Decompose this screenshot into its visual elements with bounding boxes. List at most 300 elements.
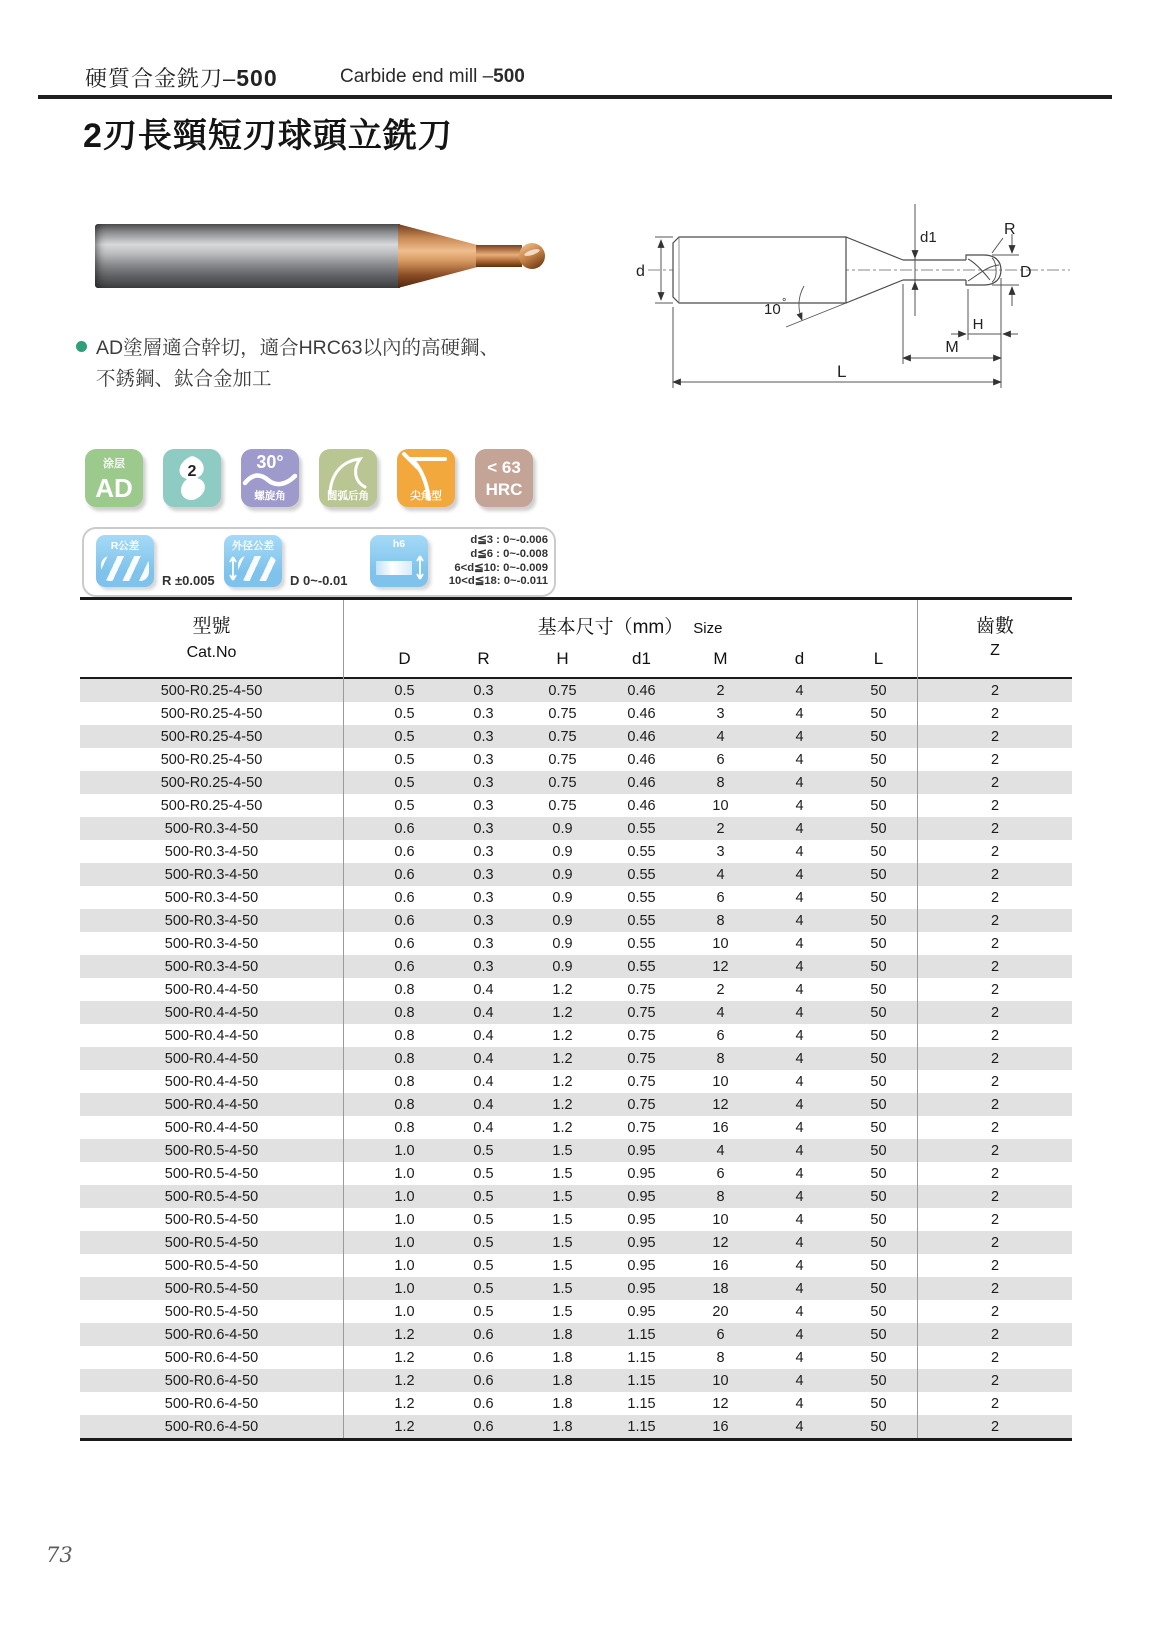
table-cell: 50: [870, 1349, 887, 1366]
table-cell: 0.4: [473, 1119, 494, 1136]
table-cell: 0.6: [394, 843, 415, 860]
table-cell: 0.9: [552, 912, 573, 929]
od-tolerance-label: 外径公差: [232, 540, 274, 552]
cat-header-en: Cat.No: [186, 644, 237, 661]
col-d: d: [794, 649, 805, 668]
table-cell: 500-R0.25-4-50: [160, 774, 263, 791]
teeth-header-en: Z: [990, 642, 1000, 659]
table-cell: 1.8: [552, 1395, 573, 1412]
table-cell: 2: [990, 1119, 1000, 1136]
dimension-diagram: [618, 190, 1096, 400]
table-cell: 0.3: [473, 751, 494, 768]
table-cell: 50: [870, 1142, 887, 1159]
table-cell: 16: [712, 1418, 729, 1435]
table-cell: 500-R0.3-4-50: [164, 843, 259, 860]
table-cell: 500-R0.5-4-50: [164, 1257, 259, 1274]
table-cell: 500-R0.3-4-50: [164, 889, 259, 906]
table-cell: 4: [795, 1096, 804, 1113]
table-cell: 50: [870, 797, 887, 814]
table-cell: 4: [795, 1050, 804, 1067]
table-cell: 4: [795, 1142, 804, 1159]
table-cell: 0.75: [548, 751, 577, 768]
table-cell: 0.55: [627, 958, 656, 975]
table-cell: 2: [990, 1050, 1000, 1067]
table-cell: 4: [795, 1165, 804, 1182]
table-cell: 50: [870, 889, 887, 906]
h6-tolerance-line: 10<d≦18: 0~-0.011: [448, 575, 548, 588]
label-r: R: [1004, 221, 1016, 238]
col-R: R: [477, 649, 490, 668]
table-cell: 0.8: [394, 1004, 415, 1021]
table-cell: 0.95: [627, 1211, 656, 1228]
table-cell: 500-R0.4-4-50: [164, 1119, 259, 1136]
table-cell: 4: [716, 728, 725, 745]
label-d: d: [636, 263, 645, 280]
table-cell: 16: [712, 1119, 729, 1136]
table-cell: 50: [870, 820, 887, 837]
table-row: [80, 978, 1072, 1001]
table-cell: 0.8: [394, 1096, 415, 1113]
table-cell: 0.5: [473, 1211, 494, 1228]
table-row: [80, 863, 1072, 886]
table-cell: 50: [870, 1326, 887, 1343]
table-cell: 12: [712, 1395, 729, 1412]
table-cell: 0.4: [473, 1096, 494, 1113]
table-cell: 2: [990, 1303, 1000, 1320]
table-cell: 2: [990, 866, 1000, 883]
table-cell: 500-R0.4-4-50: [164, 1004, 259, 1021]
hardness-value: < 63: [487, 458, 521, 477]
label-h: H: [972, 316, 984, 333]
table-cell: 0.75: [548, 728, 577, 745]
table-cell: 6: [716, 1165, 725, 1182]
table-cell: 0.3: [473, 705, 494, 722]
h6-tolerance-lines: [430, 534, 548, 589]
table-cell: 2: [990, 1257, 1000, 1274]
arc-relief-badge: [319, 449, 377, 507]
table-cell: 0.5: [473, 1165, 494, 1182]
table-cell: 0.6: [394, 889, 415, 906]
table-row: [80, 1093, 1072, 1116]
table-cell: 4: [795, 1372, 804, 1389]
table-cell: 0.3: [473, 866, 494, 883]
table-cell: 500-R0.5-4-50: [164, 1280, 259, 1297]
table-cell: 4: [795, 1326, 804, 1343]
col-D: D: [398, 649, 411, 668]
od-tolerance-hatch: [238, 556, 277, 581]
col-M: M: [713, 649, 728, 668]
table-cell: 0.6: [473, 1418, 494, 1435]
page-number: 73: [46, 1543, 73, 1567]
table-cell: 500-R0.6-4-50: [164, 1395, 259, 1412]
table-cell: 0.6: [394, 935, 415, 952]
table-cell: 2: [990, 889, 1000, 906]
coating-label: 涂层: [103, 458, 125, 470]
table-cell: 0.95: [627, 1142, 656, 1159]
table-cell: 500-R0.25-4-50: [160, 682, 263, 699]
table-cell: 0.55: [627, 912, 656, 929]
table-cell: 1.0: [394, 1165, 415, 1182]
table-cell: 12: [712, 1234, 729, 1251]
label-degree: °: [782, 297, 787, 309]
table-cell: 50: [870, 1395, 887, 1412]
table-cell: 0.46: [627, 728, 656, 745]
table-cell: 1.2: [552, 1027, 573, 1044]
helix-angle-badge: [241, 449, 299, 507]
table-cell: 50: [870, 774, 887, 791]
table-cell: 2: [990, 843, 1000, 860]
table-cell: 500-R0.4-4-50: [164, 1050, 259, 1067]
table-cell: 1.8: [552, 1418, 573, 1435]
table-cell: 0.75: [548, 797, 577, 814]
table-cell: 0.6: [473, 1395, 494, 1412]
table-row: [80, 1369, 1072, 1392]
table-row: [80, 955, 1072, 978]
product-series-zh: 硬質合金銑刀–: [85, 66, 237, 91]
table-cell: 3: [716, 843, 725, 860]
table-body: [80, 679, 1072, 1438]
table-cell: 20: [712, 1303, 729, 1320]
table-cell: 500-R0.3-4-50: [164, 935, 259, 952]
table-cell: 0.3: [473, 820, 494, 837]
table-cell: 0.6: [473, 1349, 494, 1366]
table-cell: 0.5: [394, 751, 415, 768]
table-cell: 1.5: [552, 1142, 573, 1159]
table-cell: 2: [990, 797, 1000, 814]
flute-count: 2: [187, 463, 197, 480]
feature-line-2: 不銹鋼、鈦合金加工: [96, 368, 272, 390]
r-tolerance-label: R公差: [110, 540, 140, 552]
table-row: [80, 1185, 1072, 1208]
table-cell: 4: [795, 1303, 804, 1320]
table-cell: 0.9: [552, 958, 573, 975]
table-cell: 3: [716, 705, 725, 722]
table-cell: 50: [870, 1119, 887, 1136]
table-row: [80, 1139, 1072, 1162]
table-cell: 500-R0.3-4-50: [164, 866, 259, 883]
table-row: [80, 771, 1072, 794]
up-down-arrow-icon: [415, 554, 425, 581]
table-cell: 2: [990, 1027, 1000, 1044]
table-cell: 50: [870, 1027, 887, 1044]
table-cell: 4: [795, 774, 804, 791]
feature-line-1: AD塗層適合幹切，適合HRC63以內的高硬鋼、: [96, 337, 500, 359]
table-cell: 0.5: [473, 1303, 494, 1320]
table-cell: 1.2: [394, 1326, 415, 1343]
table-cell: 1.5: [552, 1280, 573, 1297]
table-cell: 1.2: [552, 1073, 573, 1090]
table-cell: 0.5: [473, 1257, 494, 1274]
table-cell: 0.9: [552, 866, 573, 883]
table-cell: 50: [870, 1418, 887, 1435]
table-cell: 8: [716, 912, 725, 929]
table-cell: 50: [870, 1303, 887, 1320]
table-cell: 0.46: [627, 774, 656, 791]
table-cell: 8: [716, 1349, 725, 1366]
table-row: [80, 748, 1072, 771]
table-cell: 2: [990, 705, 1000, 722]
photo-neck: [476, 245, 522, 267]
table-row: [80, 909, 1072, 932]
table-cell: 2: [716, 981, 725, 998]
table-cell: 50: [870, 751, 887, 768]
cat-no-header: [80, 600, 343, 662]
table-row: [80, 1116, 1072, 1139]
table-cell: 1.0: [394, 1257, 415, 1274]
table-row: [80, 1254, 1072, 1277]
table-row: [80, 1001, 1072, 1024]
table-cell: 1.5: [552, 1165, 573, 1182]
table-cell: 4: [795, 935, 804, 952]
table-cell: 500-R0.3-4-50: [164, 958, 259, 975]
table-row: [80, 1047, 1072, 1070]
table-cell: 0.4: [473, 1050, 494, 1067]
table-cell: 0.3: [473, 682, 494, 699]
table-cell: 500-R0.3-4-50: [164, 820, 259, 837]
table-cell: 0.75: [627, 1027, 656, 1044]
size-table: [80, 597, 1072, 1441]
table-cell: 1.2: [552, 1004, 573, 1021]
table-cell: 4: [716, 1142, 725, 1159]
size-column-letters: [365, 649, 918, 669]
table-cell: 4: [795, 981, 804, 998]
table-cell: 50: [870, 1188, 887, 1205]
table-cell: 50: [870, 682, 887, 699]
table-cell: 4: [795, 912, 804, 929]
table-cell: 0.5: [394, 682, 415, 699]
table-cell: 2: [716, 820, 725, 837]
table-cell: 2: [990, 1165, 1000, 1182]
table-cell: 1.2: [552, 981, 573, 998]
table-row: [80, 817, 1072, 840]
endmill-photo: [95, 224, 545, 288]
table-cell: 0.3: [473, 958, 494, 975]
h6-badge: [370, 535, 428, 587]
table-cell: 500-R0.25-4-50: [160, 728, 263, 745]
table-cell: 2: [990, 912, 1000, 929]
table-cell: 10: [712, 797, 729, 814]
table-cell: 6: [716, 1326, 725, 1343]
table-cell: 1.8: [552, 1349, 573, 1366]
table-cell: 1.0: [394, 1303, 415, 1320]
helix-angle-value: 30°: [256, 452, 284, 472]
table-cell: 0.3: [473, 912, 494, 929]
table-cell: 2: [990, 1372, 1000, 1389]
table-cell: 0.8: [394, 1073, 415, 1090]
table-cell: 0.55: [627, 843, 656, 860]
table-cell: 4: [795, 751, 804, 768]
table-cell: 0.95: [627, 1188, 656, 1205]
table-cell: 0.6: [394, 912, 415, 929]
hardness-unit: HRC: [485, 480, 523, 499]
table-cell: 500-R0.6-4-50: [164, 1349, 259, 1366]
table-cell: 0.75: [627, 1004, 656, 1021]
table-cell: 0.46: [627, 705, 656, 722]
table-cell: 0.8: [394, 1027, 415, 1044]
table-cell: 0.95: [627, 1303, 656, 1320]
table-cell: 0.46: [627, 682, 656, 699]
table-cell: 0.9: [552, 935, 573, 952]
size-header-en: Size: [693, 620, 723, 637]
table-cell: 6: [716, 889, 725, 906]
h6-tolerance-line: 6<d≦10: 0~-0.009: [454, 561, 548, 574]
table-cell: 500-R0.5-4-50: [164, 1165, 259, 1182]
table-cell: 50: [870, 958, 887, 975]
table-cell: 2: [990, 728, 1000, 745]
table-cell: 1.2: [394, 1349, 415, 1366]
photo-ball-nose: [519, 243, 545, 269]
table-cell: 0.5: [473, 1188, 494, 1205]
table-cell: 0.8: [394, 981, 415, 998]
table-row: [80, 725, 1072, 748]
table-cell: 500-R0.3-4-50: [164, 912, 259, 929]
product-series-en-number: 500: [493, 66, 525, 87]
table-cell: 0.6: [473, 1326, 494, 1343]
table-cell: 4: [795, 1188, 804, 1205]
table-cell: 1.0: [394, 1280, 415, 1297]
hardness-badge: [475, 449, 533, 507]
table-cell: 0.6: [394, 866, 415, 883]
table-cell: 50: [870, 1234, 887, 1251]
up-down-arrow-icon: [228, 555, 238, 582]
table-cell: 4: [795, 1211, 804, 1228]
table-cell: 0.46: [627, 751, 656, 768]
table-cell: 50: [870, 866, 887, 883]
cat-header-zh: 型號: [192, 616, 231, 637]
teeth-header: [918, 600, 1072, 660]
table-cell: 0.95: [627, 1280, 656, 1297]
table-cell: 4: [795, 1073, 804, 1090]
table-cell: 4: [795, 843, 804, 860]
table-cell: 2: [990, 774, 1000, 791]
table-cell: 4: [716, 1004, 725, 1021]
table-cell: 4: [795, 797, 804, 814]
table-cell: 50: [870, 1073, 887, 1090]
table-cell: 1.2: [552, 1096, 573, 1113]
product-series-title-zh: [85, 62, 278, 93]
table-cell: 1.2: [394, 1395, 415, 1412]
table-cell: 2: [990, 1349, 1000, 1366]
col-d1: d1: [632, 649, 651, 668]
table-cell: 500-R0.4-4-50: [164, 981, 259, 998]
table-cell: 1.5: [552, 1234, 573, 1251]
table-cell: 0.75: [627, 1073, 656, 1090]
table-cell: 4: [795, 1349, 804, 1366]
label-d1: d1: [920, 229, 937, 246]
table-cell: 500-R0.4-4-50: [164, 1073, 259, 1090]
table-row: [80, 1231, 1072, 1254]
table-cell: 2: [990, 1326, 1000, 1343]
table-cell: 0.8: [394, 1119, 415, 1136]
table-divider: [343, 600, 344, 1438]
table-cell: 0.5: [394, 705, 415, 722]
table-cell: 0.5: [473, 1142, 494, 1159]
table-row: [80, 886, 1072, 909]
table-cell: 4: [795, 1119, 804, 1136]
od-tolerance-badge: [224, 535, 282, 587]
h6-shank-icon: [376, 561, 412, 575]
table-cell: 1.0: [394, 1234, 415, 1251]
table-cell: 0.5: [473, 1280, 494, 1297]
label-big-d: D: [1020, 264, 1032, 281]
table-cell: 50: [870, 1004, 887, 1021]
table-cell: 4: [795, 682, 804, 699]
table-cell: 1.8: [552, 1326, 573, 1343]
table-cell: 2: [990, 1395, 1000, 1412]
table-cell: 0.6: [473, 1372, 494, 1389]
r-tolerance-hatch: [101, 556, 149, 581]
table-row: [80, 1300, 1072, 1323]
table-cell: 4: [795, 820, 804, 837]
label-l: L: [837, 362, 847, 381]
col-L: L: [873, 649, 884, 668]
table-cell: 4: [716, 866, 725, 883]
table-cell: 8: [716, 774, 725, 791]
h6-tolerance-line: d≦6 : 0~-0.008: [470, 547, 548, 560]
table-cell: 2: [990, 958, 1000, 975]
table-cell: 0.75: [627, 1050, 656, 1067]
table-cell: 1.15: [627, 1326, 656, 1343]
table-cell: 0.4: [473, 981, 494, 998]
table-cell: 4: [795, 958, 804, 975]
table-cell: 500-R0.4-4-50: [164, 1096, 259, 1113]
table-cell: 0.95: [627, 1165, 656, 1182]
sharp-corner-badge: [397, 449, 455, 507]
table-cell: 500-R0.25-4-50: [160, 705, 263, 722]
table-cell: 12: [712, 958, 729, 975]
table-cell: 1.0: [394, 1188, 415, 1205]
table-cell: 500-R0.5-4-50: [164, 1234, 259, 1251]
page-title: 2刃長頸短刃球頭立銑刀: [83, 117, 453, 155]
arc-relief-label: 圆弧后角: [327, 490, 369, 502]
table-cell: 0.3: [473, 797, 494, 814]
coating-badge: [85, 449, 143, 507]
table-cell: 0.55: [627, 889, 656, 906]
table-cell: 1.5: [552, 1211, 573, 1228]
table-cell: 4: [795, 1027, 804, 1044]
helix-angle-label: 螺旋角: [254, 490, 286, 502]
feature-note: [76, 333, 499, 395]
table-cell: 8: [716, 1050, 725, 1067]
table-cell: 500-R0.5-4-50: [164, 1188, 259, 1205]
table-cell: 2: [990, 981, 1000, 998]
table-cell: 10: [712, 935, 729, 952]
table-divider: [917, 600, 918, 1438]
r-tolerance-badge: [96, 535, 154, 587]
label-angle: 10: [764, 301, 781, 318]
table-cell: 2: [990, 682, 1000, 699]
table-cell: 0.8: [394, 1050, 415, 1067]
table-cell: 0.5: [473, 1234, 494, 1251]
table-cell: 2: [990, 1280, 1000, 1297]
table-row: [80, 1208, 1072, 1231]
table-cell: 1.8: [552, 1372, 573, 1389]
table-cell: 1.0: [394, 1211, 415, 1228]
table-cell: 0.75: [548, 774, 577, 791]
h6-label: h6: [392, 538, 406, 550]
table-cell: 50: [870, 1372, 887, 1389]
table-cell: 0.95: [627, 1257, 656, 1274]
bullet-dot: [76, 341, 87, 352]
table-cell: 50: [870, 935, 887, 952]
table-cell: 1.2: [394, 1418, 415, 1435]
table-cell: 4: [795, 1004, 804, 1021]
table-cell: 1.0: [394, 1142, 415, 1159]
table-cell: 500-R0.5-4-50: [164, 1211, 259, 1228]
table-cell: 0.75: [548, 705, 577, 722]
h6-tolerance-line: d≦3 : 0~-0.006: [470, 534, 548, 546]
table-cell: 0.3: [473, 843, 494, 860]
